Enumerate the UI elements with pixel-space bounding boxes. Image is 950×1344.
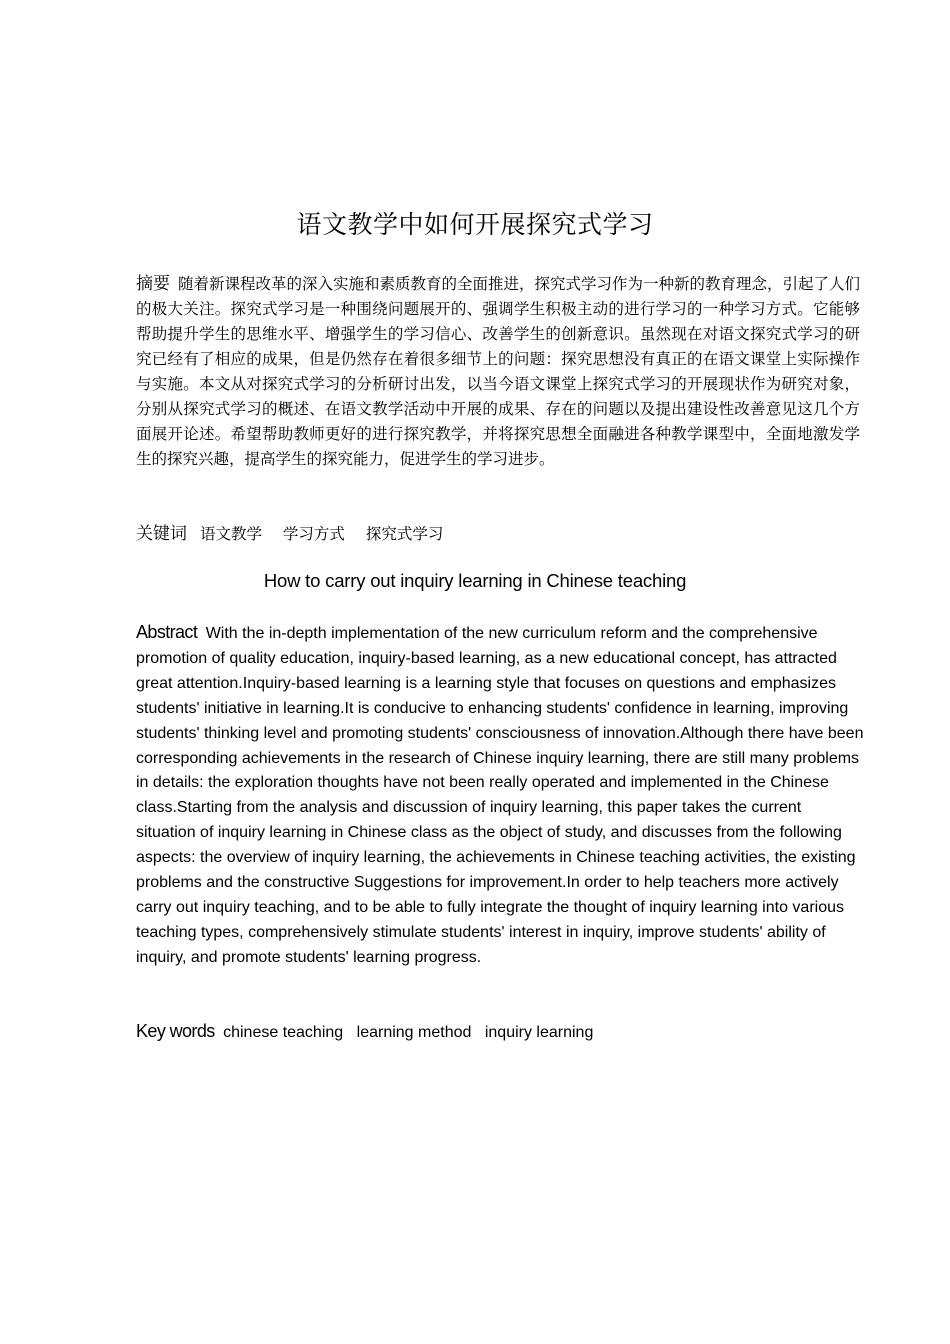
english-abstract xyxy=(136,620,864,971)
english-keywords-label: Key words xyxy=(136,1021,215,1041)
chinese-abstract xyxy=(136,272,860,472)
chinese-keywords xyxy=(136,522,860,546)
chinese-abstract-label: 摘要 xyxy=(136,274,170,294)
english-keyword: chinese teaching xyxy=(223,1024,344,1041)
english-keywords xyxy=(136,1019,864,1045)
english-title: How to carry out inquiry learning in Chinese teaching xyxy=(263,570,687,591)
english-abstract-text: With the in-depth implementation of the new curriculum reform and the comprehensive promotion of quality education, inquiry-based learning, as a new educational concept, has attracted great attention.Inquiry-based learning is a learning style that focuses on questions and emphasizes students' initiative in learning.It is conducive to enhancing students' confidence in learning, improving students' thinking level and promoting students' consciousness of innovation.Although there have been corresponding achievements in the research of Chinese inquiry learning, there are still many problems in details: the exploration thoughts have not been really operated and implemented in the Chinese class.Starting from the analysis and discussion of inquiry learning, this paper takes the current situation of inquiry learning in Chinese class as the object of study, and discusses from the following aspects: the overview of inquiry learning, the achievements in Chinese teaching activities, the existing problems and the constructive Suggestions for improvement.In order to help teachers more actively carry out inquiry teaching, and to be able to fully integrate the thought of inquiry learning into various teaching types, comprehensively stimulate students' interest in inquiry, improve students' ability of inquiry, and promote students' learning progress. xyxy=(136,625,864,966)
chinese-title: 语文教学中如何开展探究式学习 xyxy=(296,210,654,239)
chinese-keyword: 语文教学 xyxy=(199,525,262,543)
chinese-keywords-label: 关键词 xyxy=(136,524,187,544)
chinese-keyword: 探究式学习 xyxy=(365,525,444,543)
english-keyword: learning method xyxy=(356,1024,472,1041)
english-abstract-label: Abstract xyxy=(136,622,198,642)
chinese-keyword: 学习方式 xyxy=(282,525,345,543)
english-keyword: inquiry learning xyxy=(484,1024,594,1041)
chinese-abstract-text: 随着新课程改革的深入实施和素质教育的全面推进，探究式学习作为一种新的教育理念，引起了人们的极大关注。探究式学习是一种围绕问题展开的、强调学生积极主动的进行学习的一种学习方式。它能够帮助提升学生的思维水平、增强学生的学习信心、改善学生的创新意识。虽然现在对语文探究式学习的研究已经有了相应的成果，但是仍然存在着很多细节上的问题：探究思想没有真正的在语文课堂上实际操作与实施。本文从对探究式学习的分析研讨出发，以当今语文课堂上探究式学习的开展现状作为研究对象，分别从探究式学习的概述、在语文教学活动中开展的成果、存在的问题以及提出建设性改善意见这几个方面展开论述。希望帮助教师更好的进行探究教学，并将探究思想全面融进各种教学课型中，全面地激发学生的探究兴趣，提高学生的探究能力，促进学生的学习进步。 xyxy=(136,275,861,468)
